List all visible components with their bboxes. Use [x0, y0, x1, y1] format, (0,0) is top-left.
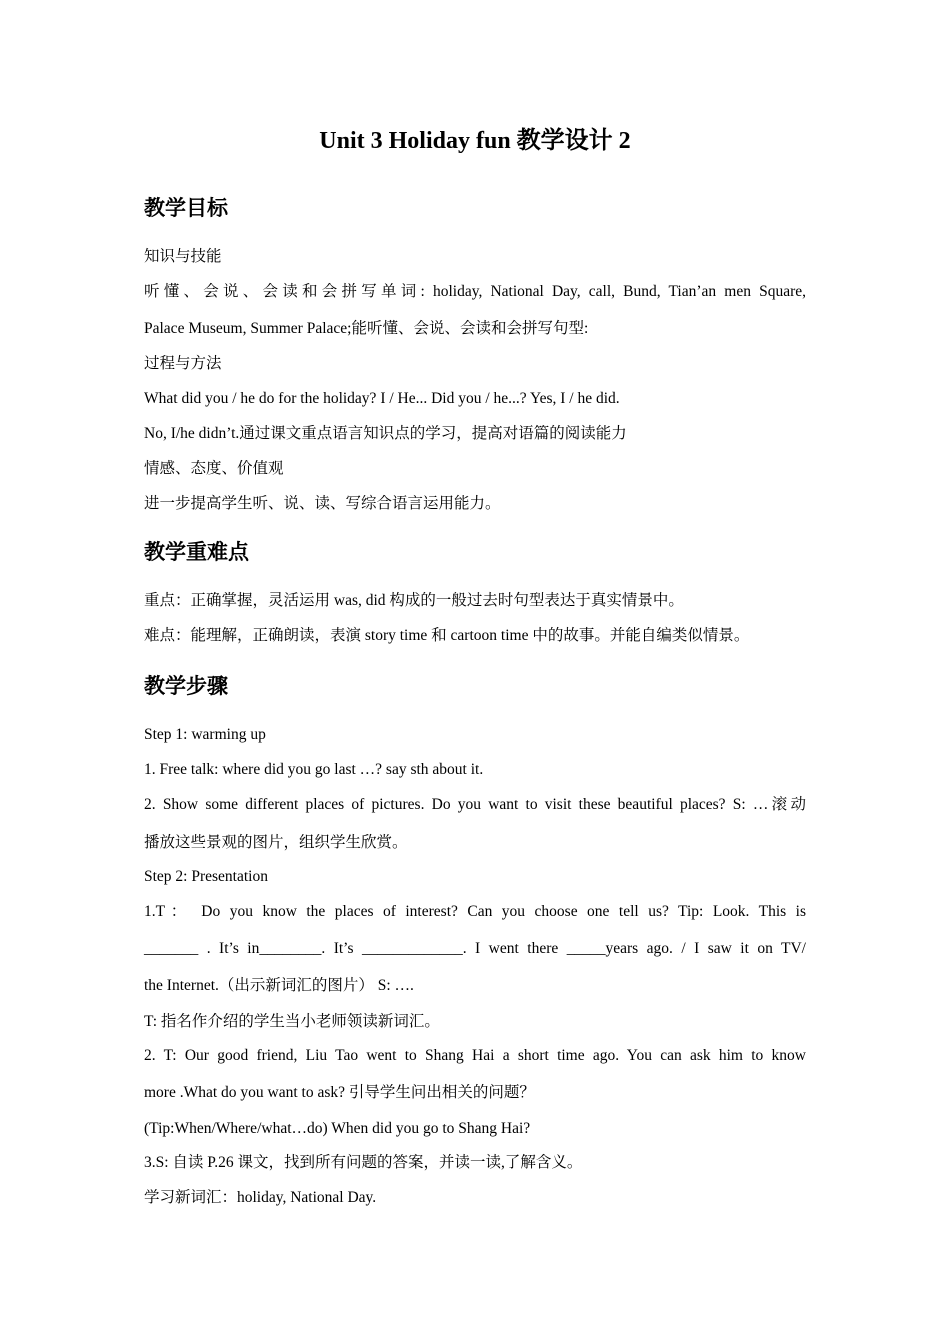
- paragraph-line: Step 1: warming up: [144, 726, 266, 743]
- paragraph-line: Palace Museum, Summer Palace;能听懂、会说、会读和会拼写句型:: [144, 320, 589, 337]
- paragraph-line: 过程与方法: [144, 355, 222, 372]
- paragraph-line: (Tip:When/Where/what…do) When did you go to Shang Hai?: [144, 1120, 531, 1137]
- paragraph-line: 2. Show some different places of pictures. Do you want to visit these beautiful places? S: …滚动: [144, 796, 806, 813]
- paragraph-line: No, I/he didn’t.通过课文重点语言知识点的学习，提高对语篇的阅读能力: [144, 425, 627, 442]
- section-heading-objectives: 教学目标: [144, 196, 228, 220]
- paragraph-line: 难点：能理解，正确朗读，表演 story time 和 cartoon time 中的故事。并能自编类似情景。: [144, 627, 750, 644]
- paragraph-line: more .What do you want to ask? 引导学生问出相关的问题？: [144, 1084, 535, 1101]
- paragraph-line: the Internet.（出示新词汇的图片） S: ….: [144, 977, 414, 994]
- paragraph-line: 1. Free talk: where did you go last …? say sth about it.: [144, 761, 484, 778]
- paragraph-line: 听懂、会说、会读和会拼写单词: holiday, National Day, call, Bund, Tian’an men Square,: [144, 283, 806, 300]
- section-heading-key-points: 教学重难点: [144, 540, 249, 564]
- section-heading-steps: 教学步骤: [144, 674, 228, 698]
- paragraph-line: 重点：正确掌握，灵活运用 was, did 构成的一般过去时句型表达于真实情景中。: [144, 592, 684, 609]
- paragraph-line: T: 指名作介绍的学生当小老师领读新词汇。: [144, 1013, 440, 1030]
- paragraph-line: 情感、态度、价值观: [144, 460, 284, 477]
- paragraph-line: What did you / he do for the holiday? I / He... Did you / he...? Yes, I / he did.: [144, 390, 620, 407]
- paragraph-line: 进一步提高学生听、说、读、写综合语言运用能力。: [144, 495, 501, 512]
- paragraph-line: 知识与技能: [144, 248, 222, 265]
- paragraph-line: 1.T： Do you know the places of interest? Can you choose one tell us? Tip: Look. This is: [144, 903, 806, 920]
- document-title: Unit 3 Holiday fun 教学设计 2: [319, 128, 631, 154]
- paragraph-line: 学习新词汇：holiday, National Day.: [144, 1189, 377, 1206]
- paragraph-line: 3.S: 自读 P.26 课文，找到所有问题的答案，并读一读,了解含义。: [144, 1154, 583, 1171]
- paragraph-line: _______ . It’s in________. It’s _____________. I went there _____years ago. / I saw it on TV/: [144, 940, 806, 957]
- paragraph-line: 2. T: Our good friend, Liu Tao went to Shang Hai a short time ago. You can ask him to know: [144, 1047, 806, 1064]
- paragraph-line: 播放这些景观的图片，组织学生欣赏。: [144, 834, 408, 851]
- paragraph-line: Step 2: Presentation: [144, 868, 268, 885]
